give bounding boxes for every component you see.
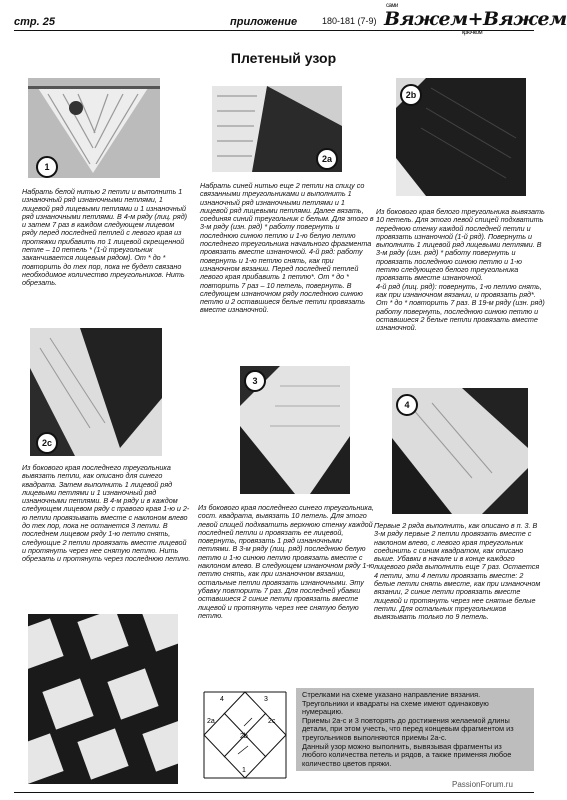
photo-step-2b (396, 78, 526, 196)
badge-1: 1 (36, 156, 58, 178)
photo-step-4 (392, 388, 528, 514)
scheme-label-2a: 2a (207, 718, 215, 725)
issue-number: 180-181 (7-9) (322, 16, 377, 26)
text-step-2c: Из бокового края последнего треугольника вывязать петли, как описано для синего квадрата. Затем выполнить 1 лицевой ряд лицевыми петлями и 1 изнаночный ряд изнаночными петлями. В 4-м ряду и в каждом следующем лицевом ряду с правого края 1-ю и 2-ю петли провязывать вместе с наклоном влево до тех пор, пока не останется 3 петли. В последнем лицевом ряду 1-ю петлю снять, следующие 2 петли провязать вместе лицевой и протянуть через нее снятую петлю. Нить обрезать и протянуть через последнюю петлю. (22, 463, 191, 564)
text-step-2b: Из бокового края белого треугольника вывязать 10 петель. Для этого левой спицей подхватить переднюю стенку каждой последней петли и провязать изнаночной (1-й ряд). Повернуть и выполнить 1 лицевой ряд лицевыми петлями. В 3-м ряду (изн. ряд) * работу повернуть и провязать последнюю синюю петлю и 1-ю петлю следующего белого треугольника провязать вместе изнаночной. 4-й ряд (лиц. ряд): повернуть, 1-ю петлю снять, как при изнаночном вязании, и провязать ряд*. От * до * повторить 7 раз. В 19-м ряду (изн. ряд) работу повернуть, последнюю синюю петлю и оставшиеся 2 белые петли провязать вместе изнаночной. (376, 207, 545, 333)
badge-4: 4 (396, 394, 418, 416)
logo-main: Вяжем+Вяжем (384, 8, 567, 30)
note-box: Стрелками на схеме указано направление вязания. Треугольники и квадраты на схеме имеют одинаковую нумерацию. Приемы 2а-с и 3 повторять до достижения желаемой длины детали, при этом учесть, что перед концевым фрагментом из треугольников выполняются приемы 2а-с. Данный узор можно выполнить, вывязывая фрагменты из любого количества петель и рядов, а также применяя любое количество цветов пряжи. (296, 688, 534, 771)
badge-2b: 2b (400, 84, 422, 106)
entrelac-pattern (28, 614, 178, 784)
text-step-2a: Набрать синей нитью еще 2 петли на спицу со связанными треугольниками и выполнить 1 изнаночный ряд изнаночными петлями и 1 лицевой ряд лицевыми петлями. Далее вязать, соединяя синий треугольник с белым. Для этого в 3-м ряду (изн. ряд) * работу повернуть и последнюю синюю петлю и 1-ю белую петлю последнего треугольника начального фрагмента провязать вместе изнаночной. 4-й ряд: работу повернуть и 1-ю петлю снять, как при изнаночном вязании. Перед последней петлей левого края прибавить 1 петлю*. От * до * повторить 7 раз – 10 петель, повернуть. В следующем изнаночном ряду последнюю синюю петлю и 2 оставшиеся белые петли провязать вместе изнаночной. (200, 181, 374, 315)
photo-finished-fabric (28, 614, 178, 784)
photo-step-3 (240, 366, 350, 494)
magazine-logo (384, 3, 567, 36)
scheme-label-2b: 2b (240, 733, 248, 740)
scheme-diagram (200, 688, 290, 782)
page-title: Плетеный узор (230, 50, 337, 66)
scheme-label-1: 1 (242, 767, 246, 774)
text-step-4: Первые 2 ряда выполнить, как описано в п. 3. В 3-м ряду первые 2 петли провязать вместе с наклоном влево, с левого края треугольник соединить с синим квадратом, как описано выше. Убавки в начале и в конце каждого лицевого ряда выполнить еще 7 раз. Остается 4 петли, эти 4 петли провязать вместе: 2 белые петли снять вместе, как при изнаночном вязании, 2 синие петли провязать вместе лицевой и протянуть через нее снятые белые петли. Для остальных треугольников вывязывать только по 9 петель. (374, 521, 541, 622)
knitting-scheme (200, 688, 290, 782)
photo-step-2a (212, 86, 342, 172)
badge-3: 3 (244, 370, 266, 392)
text-step-1: Набрать белой нитью 2 петли и выполнить 1 изнаночный ряд изнаночными петлями, 1 лицевой ряд лицевыми петлями и 1 изнаночный ряд изнаночными петлями. В 4-м ряду (лиц. ряд) и затем 7 раз в каждом следующем лицевом ряду перед последней петлей с левого края из протяжки прибавить по 1 лицевой скрещенной петле – 10 петель * (1-й треугольник заканчивается лицевым рядом). От * до * повторить до тех пор, пока не будет связано необходимое количество треугольников. Нить обрезать. (22, 187, 188, 288)
logo-small-bottom: крючком (462, 30, 483, 36)
text-step-3: Из бокового края последнего синего треугольника, сост. квадрата, вывязать 10 петель. Для этого левой спицей подхватить верхнюю стенку каждой последней петли и провязать ее лицевой, повернуть, провязать 1 ряд изнаночными петлями. В 3-м ряду (лиц. ряд) последнюю белую петлю и 1-ю синюю петлю провязать вместе с наклоном влево. В следующем изнаночном ряду 1-ю петлю снять, как при изнаночном вязании, остальные петли провязать изнаночными. Эту убавку повторить 7 раз. Для последней убавки оставшиеся 2 синие петли провязать вместе лицевой и протянуть через нее снятую белую петлю. (198, 503, 375, 620)
scheme-label-4: 4 (220, 696, 224, 703)
scheme-label-2c: 2c (268, 718, 276, 725)
supplement-label: приложение (230, 16, 298, 28)
badge-2c: 2c (36, 432, 58, 454)
scheme-label-3: 3 (264, 696, 268, 703)
photo-step-2c (30, 328, 162, 456)
logo-small-top: сами (386, 3, 398, 9)
photo-step-1 (28, 78, 160, 178)
page-number: стр. 25 (14, 16, 55, 28)
badge-2a: 2a (316, 148, 338, 170)
footer-rule (14, 792, 534, 793)
header-rule (14, 30, 534, 31)
footer-watermark: PassionForum.ru (452, 780, 513, 789)
